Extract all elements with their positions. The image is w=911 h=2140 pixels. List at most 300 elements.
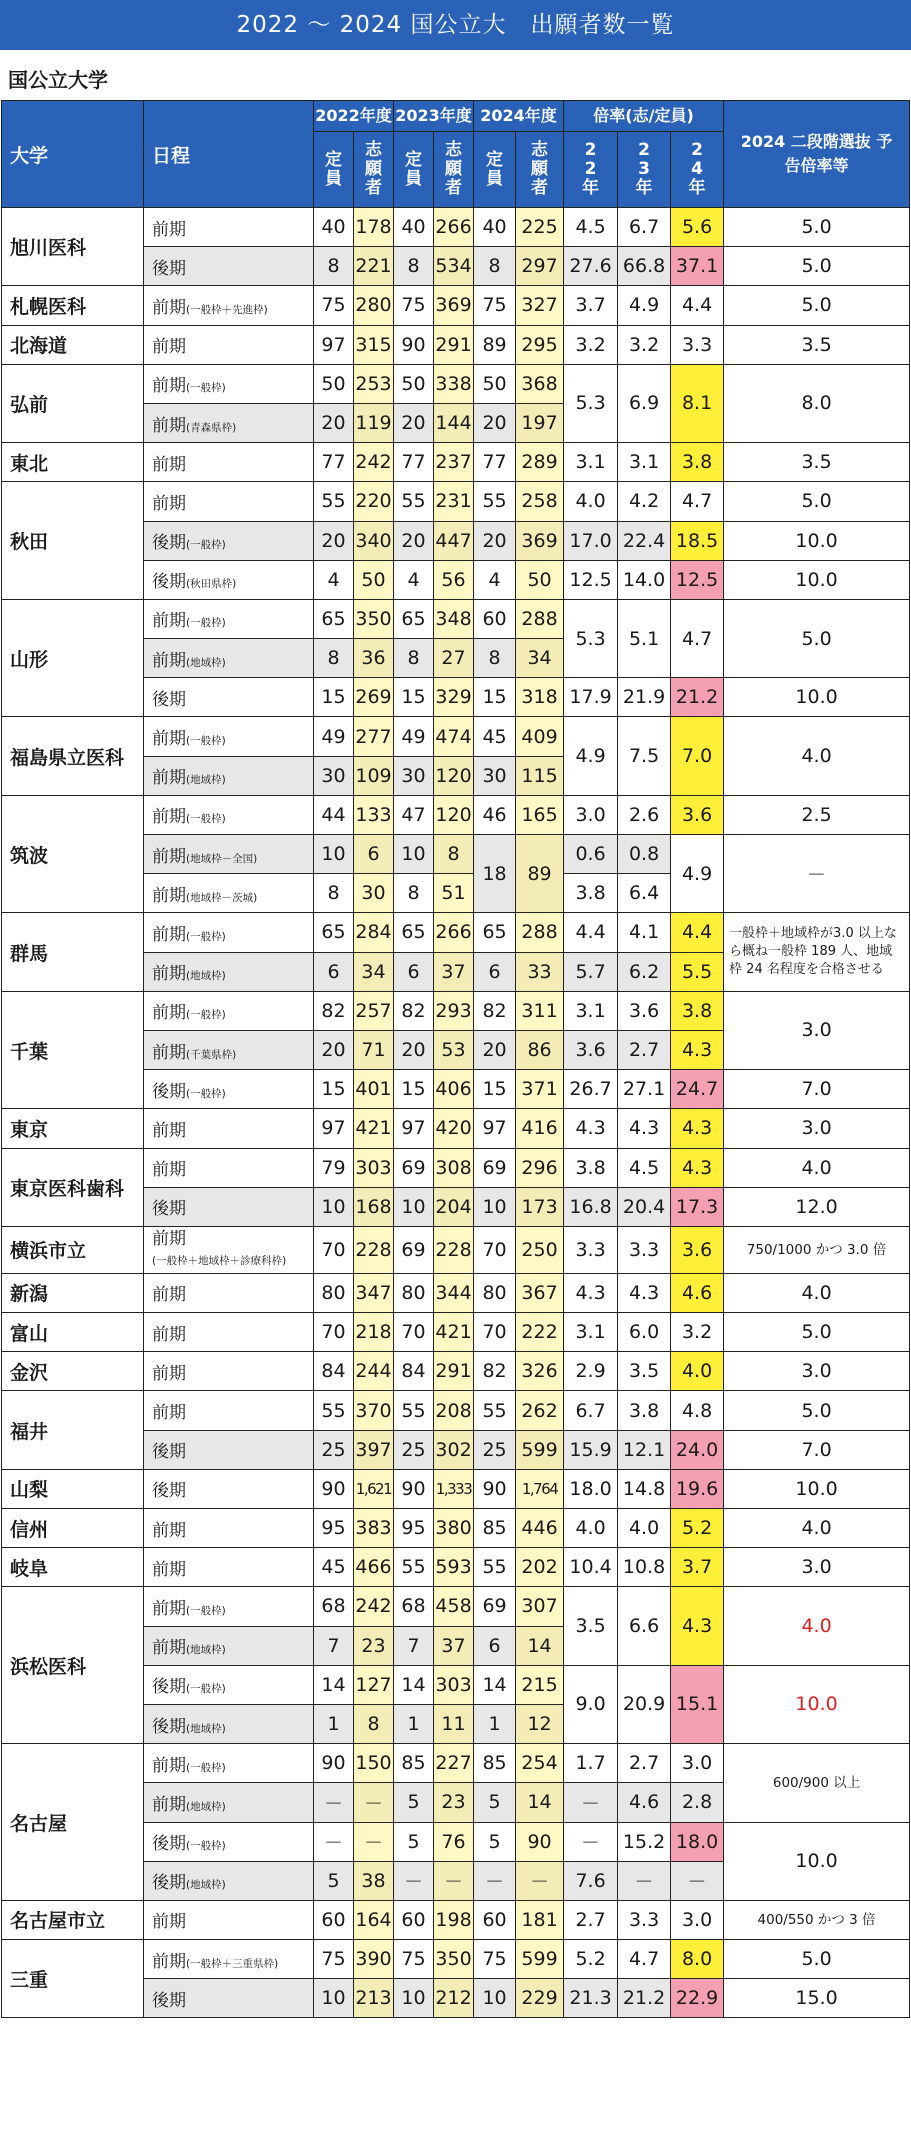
capacity-cell: 40	[314, 208, 354, 247]
selection-note: 400/550 かつ 3 倍	[724, 1900, 910, 1939]
capacity-cell: 77	[314, 443, 354, 482]
applicants-cell: 420	[434, 1109, 474, 1148]
university-name: 新潟	[2, 1273, 144, 1312]
ratio-22: 15.9	[564, 1430, 618, 1469]
table-row	[2, 482, 910, 521]
ratio-22: 21.3	[564, 1979, 618, 2018]
schedule-cell	[144, 1030, 314, 1069]
capacity-cell: 30	[474, 756, 516, 795]
applicants-cell: 347	[354, 1273, 394, 1312]
applicants-cell: 76	[434, 1822, 474, 1861]
ratio-22: 4.0	[564, 1509, 618, 1548]
ratio-22: 3.0	[564, 795, 618, 834]
capacity-cell: 55	[314, 482, 354, 521]
applicants-cell: 297	[516, 247, 564, 286]
applicants-cell: 71	[354, 1030, 394, 1069]
schedule-label: 前期	[152, 1520, 186, 1541]
applicants-cell: 291	[434, 1352, 474, 1391]
schedule-label: 前期	[152, 297, 186, 318]
ratio-24: 4.3	[671, 1587, 724, 1665]
ratio-24: 4.6	[671, 1273, 724, 1312]
schedule-cell	[144, 1391, 314, 1430]
ratio-24: 3.2	[671, 1313, 724, 1352]
ratio-22: －	[564, 1822, 618, 1861]
table-row	[2, 325, 910, 364]
schedule-quota: (地域枠)	[186, 656, 226, 669]
capacity-cell: 10	[314, 835, 354, 874]
applicants-cell: 120	[434, 795, 474, 834]
capacity-cell: 15	[314, 678, 354, 717]
capacity-cell: 50	[474, 364, 516, 403]
applicants-cell: 593	[434, 1548, 474, 1587]
applicants-cell: 8	[354, 1704, 394, 1743]
university-name: 千葉	[2, 991, 144, 1109]
applicants-cell: 340	[354, 521, 394, 560]
applicants-cell: 416	[516, 1109, 564, 1148]
applicants-cell: 329	[434, 678, 474, 717]
applicants-cell: 204	[434, 1187, 474, 1226]
ratio-23: 3.1	[618, 443, 671, 482]
ratio-23: 12.1	[618, 1430, 671, 1469]
ratio-22: 5.2	[564, 1940, 618, 1979]
col-shigan-2024: 志願者	[516, 132, 564, 208]
applicants-cell: 401	[354, 1070, 394, 1109]
selection-note: 7.0	[724, 1430, 910, 1469]
capacity-cell: 60	[394, 1900, 434, 1939]
applicants-cell: 295	[516, 325, 564, 364]
applicants-cell: 284	[354, 913, 394, 952]
col-teiin-2024: 定員	[474, 132, 516, 208]
applicants-cell: 115	[516, 756, 564, 795]
selection-note: 3.0	[724, 1109, 910, 1148]
capacity-cell: 55	[394, 1391, 434, 1430]
capacity-cell: 20	[474, 1030, 516, 1069]
ratio-22: 5.3	[564, 599, 618, 677]
capacity-cell: 5	[314, 1861, 354, 1900]
ratio-22: 4.4	[564, 913, 618, 952]
capacity-cell: 68	[314, 1587, 354, 1626]
ratio-22: 3.5	[564, 1587, 618, 1665]
capacity-cell: 30	[394, 756, 434, 795]
schedule-cell	[144, 1979, 314, 2018]
applicants-cell: 86	[516, 1030, 564, 1069]
capacity-cell: 15	[394, 678, 434, 717]
ratio-24: 3.6	[671, 1226, 724, 1273]
applicants-cell: 344	[434, 1273, 474, 1312]
selection-note: 3.0	[724, 991, 910, 1069]
page-title: 2022 〜 2024 国公立大 出願者数一覧	[0, 0, 911, 50]
applicants-cell: 338	[434, 364, 474, 403]
selection-note: 5.0	[724, 208, 910, 247]
schedule-cell	[144, 1587, 314, 1626]
ratio-22: 2.9	[564, 1352, 618, 1391]
applicants-cell: 296	[516, 1148, 564, 1187]
schedule-label: 前期	[152, 885, 186, 906]
col-schedule: 日程	[144, 101, 314, 208]
schedule-cell	[144, 717, 314, 756]
col-2023: 2023年度	[394, 101, 474, 132]
ratio-23: 6.4	[618, 874, 671, 913]
schedule-quota: (青森県枠)	[186, 421, 237, 434]
capacity-cell: 20	[314, 521, 354, 560]
selection-note: 2.5	[724, 795, 910, 834]
ratio-24: 3.0	[671, 1900, 724, 1939]
ratio-24: 4.7	[671, 599, 724, 677]
ratio-24: 3.0	[671, 1744, 724, 1783]
schedule-cell	[144, 795, 314, 834]
ratio-24: 7.0	[671, 717, 724, 795]
capacity-cell: 10	[314, 1979, 354, 2018]
capacity-cell: 77	[394, 443, 434, 482]
capacity-cell: 8	[394, 247, 434, 286]
applicants-cell: 229	[516, 1979, 564, 2018]
applicants-cell: －	[434, 1861, 474, 1900]
schedule-quota: (地域枠)	[186, 970, 226, 983]
applicants-cell: 23	[354, 1626, 394, 1665]
schedule-label: 前期	[152, 807, 186, 828]
capacity-cell: 4	[394, 560, 434, 599]
col-shigan-2022: 志願者	[354, 132, 394, 208]
university-name: 浜松医科	[2, 1587, 144, 1744]
schedule-label: 前期	[152, 1120, 186, 1141]
applicants-cell: 371	[516, 1070, 564, 1109]
applicants-cell: 311	[516, 991, 564, 1030]
table-row	[2, 1587, 910, 1626]
ratio-22: 2.7	[564, 1900, 618, 1939]
applicants-cell: 446	[516, 1509, 564, 1548]
university-name: 北海道	[2, 325, 144, 364]
schedule-cell	[144, 443, 314, 482]
schedule-label: 前期	[152, 1363, 186, 1384]
selection-note: 8.0	[724, 364, 910, 442]
schedule-quota: (一般枠)	[186, 1604, 226, 1617]
ratio-23: 7.5	[618, 717, 671, 795]
applicants-cell: 11	[434, 1704, 474, 1743]
schedule-cell	[144, 560, 314, 599]
applicants-cell: 244	[354, 1352, 394, 1391]
applicants-cell: 293	[434, 991, 474, 1030]
selection-note: 10.0	[724, 678, 910, 717]
capacity-cell: 69	[474, 1587, 516, 1626]
applicants-cell: 288	[516, 913, 564, 952]
schedule-cell	[144, 247, 314, 286]
applicants-cell: 303	[434, 1665, 474, 1704]
schedule-label: 前期	[152, 219, 186, 240]
applicants-cell: 50	[354, 560, 394, 599]
schedule-label: 前期	[152, 1403, 186, 1424]
section-title: 国公立大学	[8, 68, 108, 92]
schedule-quota: (秋田県枠)	[186, 578, 237, 591]
ratio-22: 3.2	[564, 325, 618, 364]
schedule-cell	[144, 599, 314, 638]
capacity-cell: 75	[314, 1940, 354, 1979]
capacity-cell: 55	[394, 482, 434, 521]
schedule-quota: (一般枠)	[186, 1683, 226, 1696]
capacity-cell: 10	[474, 1187, 516, 1226]
schedule-cell	[144, 1352, 314, 1391]
selection-note: 10.0	[724, 560, 910, 599]
ratio-23: 4.1	[618, 913, 671, 952]
ratio-22: 3.1	[564, 991, 618, 1030]
schedule-label: 前期	[152, 1912, 186, 1933]
schedule-cell	[144, 286, 314, 325]
ratio-24: 4.0	[671, 1352, 724, 1391]
applicants-cell: 370	[354, 1391, 394, 1430]
capacity-cell: 10	[394, 1979, 434, 2018]
capacity-cell: 80	[314, 1273, 354, 1312]
ratio-23: 6.2	[618, 952, 671, 991]
applicants-cell: 89	[516, 835, 564, 913]
applicants-cell: 30	[354, 874, 394, 913]
applicants-cell: 253	[354, 364, 394, 403]
capacity-cell: －	[474, 1861, 516, 1900]
capacity-cell: 85	[474, 1744, 516, 1783]
ratio-24: 4.4	[671, 913, 724, 952]
applicants-cell: 227	[434, 1744, 474, 1783]
applicants-cell: 198	[434, 1900, 474, 1939]
schedule-cell	[144, 1509, 314, 1548]
ratio-24: 19.6	[671, 1469, 724, 1508]
capacity-cell: 8	[474, 639, 516, 678]
university-name: 旭川医科	[2, 208, 144, 286]
applicants-cell: 53	[434, 1030, 474, 1069]
applicants-cell: 242	[354, 443, 394, 482]
schedule-cell	[144, 1430, 314, 1469]
capacity-cell: 20	[474, 521, 516, 560]
applicants-cell: 181	[516, 1900, 564, 1939]
applicants-cell: 168	[354, 1187, 394, 1226]
table-row	[2, 599, 910, 638]
ratio-22: 4.3	[564, 1109, 618, 1148]
ratio-22: 3.1	[564, 443, 618, 482]
university-name: 富山	[2, 1313, 144, 1352]
capacity-cell: 75	[474, 286, 516, 325]
ratio-23: 0.8	[618, 835, 671, 874]
applicants-cell: 474	[434, 717, 474, 756]
schedule-cell	[144, 482, 314, 521]
university-name: 札幌医科	[2, 286, 144, 325]
col-shigan-2023: 志願者	[434, 132, 474, 208]
university-name: 弘前	[2, 364, 144, 442]
ratio-22: 3.6	[564, 1030, 618, 1069]
ratio-23: 4.5	[618, 1148, 671, 1187]
selection-note: 5.0	[724, 599, 910, 677]
schedule-quota: (千葉県枠)	[186, 1048, 237, 1061]
schedule-label: 前期	[152, 768, 186, 789]
capacity-cell: 65	[314, 913, 354, 952]
schedule-cell	[144, 1822, 314, 1861]
capacity-cell: 5	[474, 1822, 516, 1861]
selection-note: 600/900 以上	[724, 1744, 910, 1822]
schedule-cell	[144, 1070, 314, 1109]
university-name: 群馬	[2, 913, 144, 991]
selection-note: 5.0	[724, 1391, 910, 1430]
applicants-cell: 173	[516, 1187, 564, 1226]
applicants-cell: 33	[516, 952, 564, 991]
ratio-23: 2.7	[618, 1030, 671, 1069]
ratio-23: 15.2	[618, 1822, 671, 1861]
capacity-cell: 20	[394, 1030, 434, 1069]
selection-note: 5.0	[724, 247, 910, 286]
selection-note: 10.0	[724, 1822, 910, 1900]
table-row	[2, 1273, 910, 1312]
applicants-cell: 368	[516, 364, 564, 403]
applicants-cell: 213	[354, 1979, 394, 2018]
capacity-cell: 1	[394, 1704, 434, 1743]
selection-note: 4.0	[724, 1273, 910, 1312]
university-name: 名古屋市立	[2, 1900, 144, 1939]
applicants-cell: 421	[434, 1313, 474, 1352]
ratio-22: 18.0	[564, 1469, 618, 1508]
applicants-cell: 1,333	[434, 1469, 474, 1508]
ratio-23: 21.9	[618, 678, 671, 717]
applicants-cell: －	[516, 1861, 564, 1900]
capacity-cell: 85	[474, 1509, 516, 1548]
capacity-cell: 45	[314, 1548, 354, 1587]
applicants-cell: 266	[434, 208, 474, 247]
selection-note: 12.0	[724, 1187, 910, 1226]
selection-note: 4.0	[724, 1148, 910, 1187]
capacity-cell: 40	[394, 208, 434, 247]
ratio-23: 20.9	[618, 1665, 671, 1743]
capacity-cell: 55	[474, 1391, 516, 1430]
ratio-24: 5.5	[671, 952, 724, 991]
capacity-cell: 97	[314, 325, 354, 364]
capacity-cell: 4	[474, 560, 516, 599]
ratio-24: 4.8	[671, 1391, 724, 1430]
col-2022: 2022年度	[314, 101, 394, 132]
ratio-24: 12.5	[671, 560, 724, 599]
applicants-cell: 280	[354, 286, 394, 325]
table-row	[2, 1148, 910, 1187]
selection-note: 5.0	[724, 482, 910, 521]
schedule-cell	[144, 678, 314, 717]
applicants-cell: 350	[354, 599, 394, 638]
capacity-cell: 82	[314, 991, 354, 1030]
ratio-24: 22.9	[671, 1979, 724, 2018]
selection-note: 一般枠＋地域枠が3.0 以上なら概ね一般枠 189 人、地域枠 24 名程度を合格させる	[724, 913, 910, 991]
applicants-cell: 277	[354, 717, 394, 756]
applicants-cell: 380	[434, 1509, 474, 1548]
ratio-22: 17.0	[564, 521, 618, 560]
capacity-cell: 68	[394, 1587, 434, 1626]
capacity-cell: 82	[474, 1352, 516, 1391]
applicants-cell: 34	[354, 952, 394, 991]
table-row	[2, 991, 910, 1030]
applicants-cell: 350	[434, 1940, 474, 1979]
capacity-cell: 25	[394, 1430, 434, 1469]
applicants-cell: 1,621	[354, 1469, 394, 1508]
capacity-cell: 6	[474, 1626, 516, 1665]
university-name: 東北	[2, 443, 144, 482]
applicants-cell: 38	[354, 1861, 394, 1900]
applicants-cell: 51	[434, 874, 474, 913]
ratio-23: 3.5	[618, 1352, 671, 1391]
schedule-label: 後期	[152, 1873, 186, 1894]
selection-note: 5.0	[724, 286, 910, 325]
schedule-cell	[144, 1704, 314, 1743]
schedule-cell	[144, 1469, 314, 1508]
capacity-cell: 20	[394, 403, 434, 442]
capacity-cell: 15	[394, 1070, 434, 1109]
applicants-cell: 12	[516, 1704, 564, 1743]
capacity-cell: 7	[394, 1626, 434, 1665]
capacity-cell: 70	[314, 1226, 354, 1273]
capacity-cell: 1	[314, 1704, 354, 1743]
schedule-quota: (一般枠)	[186, 1087, 226, 1100]
applicants-table	[1, 100, 910, 2018]
capacity-cell: 65	[314, 599, 354, 638]
capacity-cell: 6	[394, 952, 434, 991]
ratio-22: 27.6	[564, 247, 618, 286]
schedule-quota: (一般枠)	[186, 382, 226, 395]
capacity-cell: 6	[314, 952, 354, 991]
schedule-quota: (地域枠－全国)	[186, 852, 258, 865]
selection-note: 3.0	[724, 1548, 910, 1587]
schedule-quota: (一般枠)	[186, 1761, 226, 1774]
ratio-24: 5.6	[671, 208, 724, 247]
capacity-cell: 6	[474, 952, 516, 991]
table-row	[2, 364, 910, 403]
capacity-cell: 80	[394, 1273, 434, 1312]
ratio-23: 66.8	[618, 247, 671, 286]
schedule-label: 後期	[152, 689, 186, 710]
applicants-cell: 133	[354, 795, 394, 834]
table-row	[2, 1940, 910, 1979]
applicants-cell: 421	[354, 1109, 394, 1148]
ratio-24: 18.5	[671, 521, 724, 560]
university-name: 福井	[2, 1391, 144, 1469]
schedule-label: 前期	[152, 1951, 186, 1972]
schedule-cell	[144, 1861, 314, 1900]
university-name: 山梨	[2, 1469, 144, 1508]
capacity-cell: －	[314, 1783, 354, 1822]
schedule-cell	[144, 952, 314, 991]
applicants-cell: 36	[354, 639, 394, 678]
schedule-label: 前期	[152, 376, 186, 397]
university-name: 名古屋	[2, 1744, 144, 1901]
applicants-cell: 369	[434, 286, 474, 325]
col-teiin-2022: 定員	[314, 132, 354, 208]
ratio-23: 14.8	[618, 1469, 671, 1508]
schedule-label: 前期	[152, 650, 186, 671]
capacity-cell: 75	[314, 286, 354, 325]
capacity-cell: 40	[474, 208, 516, 247]
capacity-cell: 84	[314, 1352, 354, 1391]
selection-note: 10.0	[724, 521, 910, 560]
applicants-cell: 250	[516, 1226, 564, 1273]
schedule-quota: (地域枠)	[186, 1800, 226, 1813]
ratio-24: 24.0	[671, 1430, 724, 1469]
capacity-cell: 45	[474, 717, 516, 756]
schedule-quota: (地域枠)	[186, 1879, 226, 1892]
schedule-cell	[144, 1273, 314, 1312]
capacity-cell: 65	[394, 913, 434, 952]
ratio-24: 3.6	[671, 795, 724, 834]
applicants-cell: 383	[354, 1509, 394, 1548]
ratio-22: 26.7	[564, 1070, 618, 1109]
applicants-cell: 208	[434, 1391, 474, 1430]
schedule-label: 前期	[152, 1160, 186, 1181]
schedule-label: 後期	[152, 1081, 186, 1102]
selection-note: 4.0	[724, 1587, 910, 1665]
ratio-24: 3.3	[671, 325, 724, 364]
applicants-cell: 34	[516, 639, 564, 678]
university-name: 東京	[2, 1109, 144, 1148]
applicants-cell: 390	[354, 1940, 394, 1979]
schedule-label: 後期	[152, 1199, 186, 1220]
capacity-cell: 90	[314, 1744, 354, 1783]
